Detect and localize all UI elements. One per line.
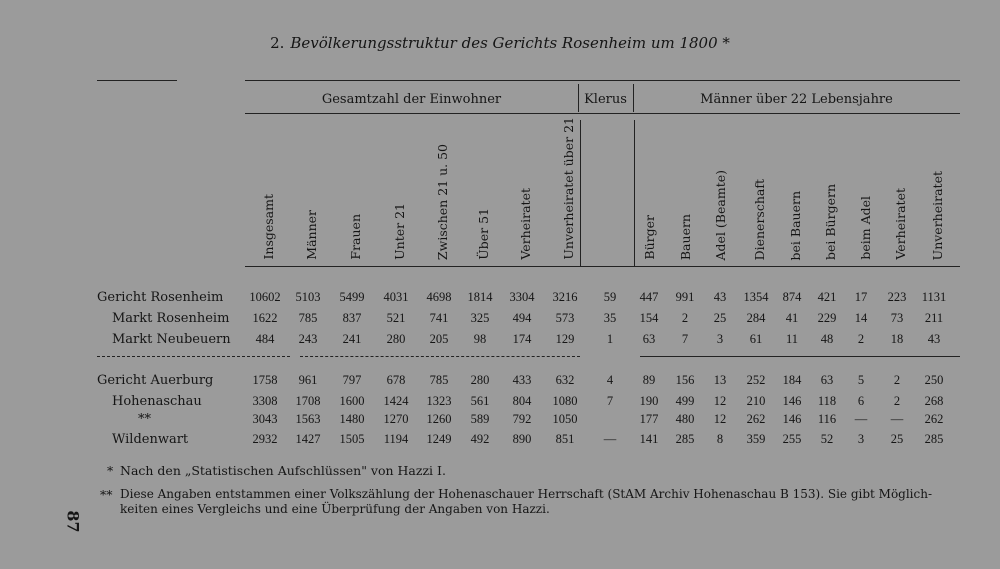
table-cell: 268 — [924, 394, 944, 408]
table-cell: 1194 — [383, 432, 409, 446]
table-cell: 250 — [924, 373, 944, 387]
table-cell: 1814 — [467, 290, 493, 304]
table-cell: 141 — [639, 432, 659, 446]
table-cell: 2932 — [252, 432, 278, 446]
footnote-text-2b: keiten eines Vergleichs und eine Überprüfung der Angaben von Hazzi. — [120, 502, 550, 516]
table-cell: 98 — [473, 332, 487, 346]
table-cell: 741 — [429, 311, 449, 325]
table-cell: 8 — [716, 432, 724, 446]
table-cell: 35 — [603, 311, 617, 325]
column-header: Zwischen 21 u. 50 — [434, 143, 450, 260]
table-cell: 1505 — [339, 432, 365, 446]
column-header: Verheiratet — [517, 188, 533, 260]
table-cell: 484 — [255, 332, 275, 346]
table-cell: 1758 — [252, 373, 278, 387]
table-cell: 210 — [746, 394, 766, 408]
table-cell: 359 — [746, 432, 766, 446]
table-cell: 1323 — [426, 394, 452, 408]
table-cell: 63 — [820, 373, 834, 387]
table-cell: 961 — [298, 373, 318, 387]
table-cell: — — [603, 432, 617, 446]
table-cell: 2 — [857, 332, 865, 346]
table-cell: 3308 — [252, 394, 278, 408]
table-cell: 118 — [817, 394, 837, 408]
table-cell: 499 — [675, 394, 695, 408]
table-cell: 243 — [298, 332, 318, 346]
column-header: bei Bürgern — [822, 183, 838, 260]
row-label: Gericht Auerburg — [97, 373, 214, 388]
table-cell: 991 — [675, 290, 695, 304]
table-cell: 874 — [782, 290, 802, 304]
table-cell: 3 — [857, 432, 865, 446]
table-cell: 43 — [927, 332, 941, 346]
column-header: Unter 21 — [391, 203, 407, 260]
table-cell: 284 — [746, 311, 766, 325]
table-cell: 678 — [386, 373, 406, 387]
table-cell: 1427 — [295, 432, 321, 446]
header-rule-left — [97, 80, 177, 81]
table-cell: 52 — [820, 432, 834, 446]
table-cell: 447 — [639, 290, 659, 304]
table-cell: 1 — [606, 332, 614, 346]
table-cell: 25 — [890, 432, 904, 446]
table-cell: 89 — [642, 373, 656, 387]
column-divider-2 — [634, 120, 635, 266]
table-cell: 421 — [817, 290, 837, 304]
table-cell: 285 — [924, 432, 944, 446]
table-cell: 5 — [857, 373, 865, 387]
table-cell: 116 — [817, 412, 837, 426]
table-cell: 146 — [782, 412, 802, 426]
table-cell: 6 — [857, 394, 865, 408]
table-cell: 174 — [512, 332, 532, 346]
table-cell: 1600 — [339, 394, 365, 408]
table-cell: 7 — [606, 394, 614, 408]
table-cell: 229 — [817, 311, 837, 325]
table-cell: 325 — [470, 311, 490, 325]
column-header: Männer — [303, 210, 319, 260]
table-cell: 154 — [639, 311, 659, 325]
table-cell: 129 — [555, 332, 575, 346]
table-cell: 480 — [675, 412, 695, 426]
table-cell: 13 — [713, 373, 727, 387]
table-cell: 48 — [820, 332, 834, 346]
table-cell: 1622 — [252, 311, 278, 325]
table-cell: 17 — [854, 290, 868, 304]
table-title-text: Bevölkerungsstruktur des Gerichts Rosenheim um 1800 * — [290, 34, 730, 52]
table-cell: 851 — [555, 432, 575, 446]
table-cell: 184 — [782, 373, 802, 387]
table-cell: 10602 — [249, 290, 281, 304]
table-cell: 4031 — [383, 290, 409, 304]
column-header: beim Adel — [857, 196, 873, 260]
table-cell: 63 — [642, 332, 656, 346]
table-cell: 12 — [713, 412, 727, 426]
table-cell: 61 — [749, 332, 763, 346]
table-cell: 837 — [342, 311, 362, 325]
row-label: Wildenwart — [112, 432, 189, 447]
table-cell: 492 — [470, 432, 490, 446]
table-cell: 1131 — [921, 290, 947, 304]
table-cell: 4 — [606, 373, 614, 387]
table-cell: 18 — [890, 332, 904, 346]
table-cell: 2 — [893, 394, 901, 408]
table-cell: 632 — [555, 373, 575, 387]
table-cell: 205 — [429, 332, 449, 346]
table-cell: 252 — [746, 373, 766, 387]
footnote-mark-2: ** — [100, 487, 113, 502]
column-header: bei Bauern — [787, 190, 803, 260]
group-rule — [245, 113, 960, 114]
header-rule-top — [245, 80, 960, 81]
table-cell: 1480 — [339, 412, 365, 426]
table-cell: 190 — [639, 394, 659, 408]
table-cell: 521 — [386, 311, 406, 325]
table-cell: 792 — [512, 412, 532, 426]
table-cell: 785 — [298, 311, 318, 325]
table-cell: 1260 — [426, 412, 452, 426]
column-header: Insgesamt — [260, 194, 276, 260]
table-cell: 262 — [746, 412, 766, 426]
table-cell: 262 — [924, 412, 944, 426]
section-divider-mid — [300, 356, 580, 357]
table-cell: 890 — [512, 432, 532, 446]
table-cell: 285 — [675, 432, 695, 446]
column-header: Unverheiratet — [929, 170, 945, 260]
section-divider-right — [640, 356, 960, 357]
table-cell: 73 — [890, 311, 904, 325]
table-cell: 59 — [603, 290, 617, 304]
table-cell: 1080 — [552, 394, 578, 408]
table-cell: 1050 — [552, 412, 578, 426]
table-cell: 4698 — [426, 290, 452, 304]
group-label-maenner: Männer über 22 Lebensjahre — [700, 92, 893, 107]
column-header: Unverheiratet über 21 — [560, 117, 576, 260]
table-cell: 43 — [713, 290, 727, 304]
table-cell: 255 — [782, 432, 802, 446]
row-label: Markt Rosenheim — [112, 311, 230, 326]
table-cell: 1249 — [426, 432, 452, 446]
table-cell: 589 — [470, 412, 490, 426]
table-cell: 280 — [386, 332, 406, 346]
table-cell: 797 — [342, 373, 362, 387]
row-label: Markt Neubeuern — [112, 332, 231, 347]
table-cell: — — [890, 412, 904, 426]
footnote-text-2a: Diese Angaben entstammen einer Volkszählung der Hohenaschauer Herrschaft (StAM Archiv Hohenaschau B 153). Sie gibt Möglich- — [120, 487, 933, 501]
column-divider-1 — [580, 120, 581, 266]
column-header: Über 51 — [475, 208, 491, 260]
column-header: Adel (Beamte) — [712, 169, 728, 260]
table-cell: 25 — [713, 311, 727, 325]
table-cell: — — [854, 412, 868, 426]
table-cell: 573 — [555, 311, 575, 325]
table-cell: 785 — [429, 373, 449, 387]
table-cell: 223 — [887, 290, 907, 304]
table-cell: 14 — [854, 311, 868, 325]
table-cell: 1563 — [295, 412, 321, 426]
column-header: Dienerschaft — [751, 178, 767, 260]
section-divider-left — [97, 356, 290, 357]
table-number: 2. — [270, 34, 285, 52]
column-header: Bürger — [641, 215, 657, 260]
table-cell: 561 — [470, 394, 490, 408]
row-label: Gericht Rosenheim — [97, 290, 224, 305]
table-cell: 280 — [470, 373, 490, 387]
table-cell: 3043 — [252, 412, 278, 426]
table-cell: 2 — [681, 311, 689, 325]
table-title — [0, 34, 1000, 52]
table-cell: 433 — [512, 373, 532, 387]
table-cell: 7 — [681, 332, 689, 346]
table-cell: 41 — [785, 311, 799, 325]
table-cell: 3216 — [552, 290, 578, 304]
row-label: ** — [138, 412, 151, 427]
footnote-mark-1: * — [107, 463, 114, 478]
row-label: Hohenaschau — [112, 394, 202, 409]
table-cell: 2 — [893, 373, 901, 387]
table-cell: 494 — [512, 311, 532, 325]
table-cell: 804 — [512, 394, 532, 408]
column-header: Bauern — [677, 213, 693, 260]
column-header-rule — [245, 266, 960, 267]
table-cell: 211 — [924, 311, 944, 325]
group-label-einwohner: Gesamtzahl der Einwohner — [321, 92, 502, 107]
footnote-text-1: Nach den „Statistischen Aufschlüssen" von Hazzi I. — [120, 463, 446, 478]
table-cell: 241 — [342, 332, 362, 346]
table-cell: 5499 — [339, 290, 365, 304]
table-cell: 1708 — [295, 394, 321, 408]
table-cell: 3 — [716, 332, 724, 346]
group-label-klerus: Klerus — [584, 92, 627, 107]
table-cell: 12 — [713, 394, 727, 408]
table-cell: 146 — [782, 394, 802, 408]
table-cell: 177 — [639, 412, 659, 426]
table-cell: 1354 — [743, 290, 769, 304]
page-number: 87 — [63, 510, 83, 533]
table-cell: 5103 — [295, 290, 321, 304]
column-header: Verheiratet — [892, 188, 908, 260]
table-cell: 156 — [675, 373, 695, 387]
table-cell: 1270 — [383, 412, 409, 426]
table-cell: 3304 — [509, 290, 535, 304]
column-header: Frauen — [347, 214, 363, 260]
table-cell: 11 — [785, 332, 799, 346]
table-cell: 1424 — [383, 394, 409, 408]
